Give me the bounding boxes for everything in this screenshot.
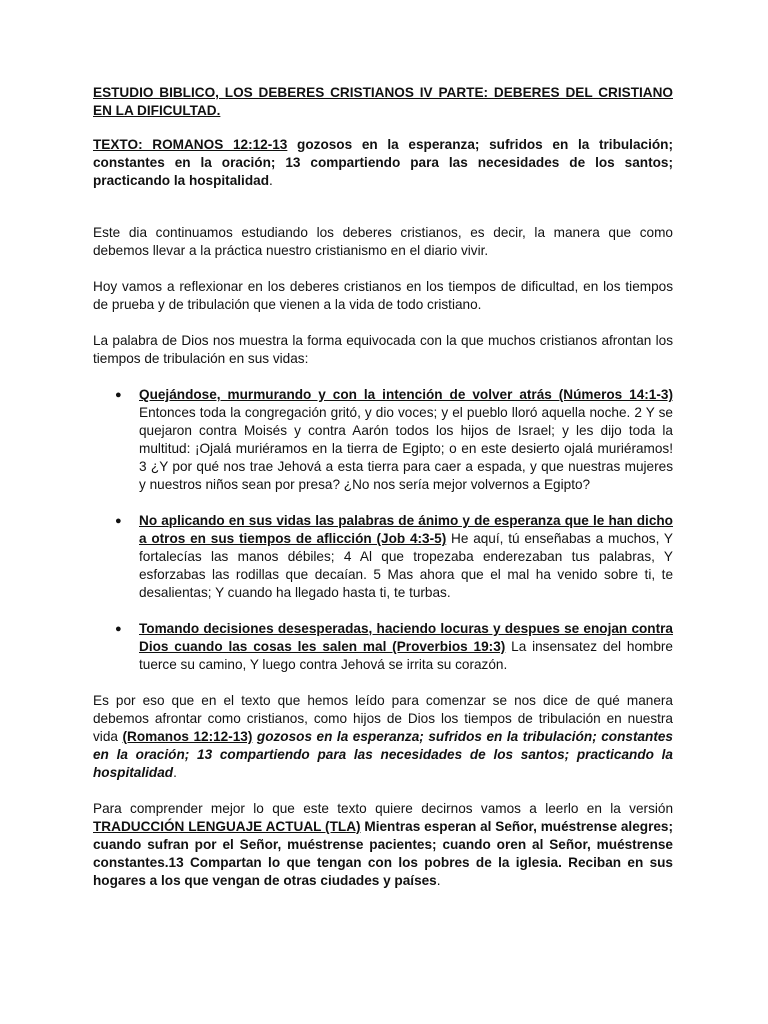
list-item-text: La insensatez del hombre tuerce su camino, Y luego contra Jehová se irrita su corazón. (139, 639, 673, 672)
list-item-heading: Tomando decisiones desesperadas, haciendo locuras y despues se enojan contra Dios cuando las cosas les salen mal (Proverbios 19:3) (139, 621, 673, 654)
list-item-text: He aquí, tú enseñabas a muchos, Y fortalecías las manos débiles; 4 Al que tropezaba enderezaban tus palabras, Y esforzabas las rodillas que decaían. 5 Mas ahora que el mal ha venido sobre ti, te desalientas; Y cuando ha llegado hasta ti, te turbas. (139, 531, 673, 600)
wrong-ways-paragraph: La palabra de Dios nos muestra la forma equivocada con la que muchos cristianos afrontan los tiempos de tribulación en sus vidas: (93, 333, 673, 366)
correct-way-quote: gozosos en la esperanza; sufridos en la tribulación; constantes en la oración; 13 compartiendo para las necesidades de los santos; practicando la hospitalidad (93, 729, 673, 780)
correct-way-intro: Es por eso que en el texto que hemos leído para comenzar se nos dice de qué manera debemos afrontar como cristianos, como hijos de Dios los tiempos de tribulación en nuestra vida (93, 693, 673, 744)
bullet-dot-icon: ● (115, 623, 122, 635)
tla-version: TRADUCCIÓN LENGUAJE ACTUAL (TLA) (93, 819, 361, 834)
tla-intro: Para comprender mejor lo que este texto quiere decirnos vamos a leerlo en la versión (93, 801, 673, 816)
tla-end: . (436, 873, 441, 888)
document-page (93, 84, 673, 908)
list-item-heading: No aplicando en sus vidas las palabras de ánimo y de esperanza que le han dicho a otros en sus tiempos de aflicción (Job 4:3-5) (139, 513, 673, 546)
list-item (93, 620, 673, 674)
tla-quote: Mientras esperan al Señor, muéstrense alegres; cuando sufran por el Señor, muéstrense pacientes; cuando oren al Señor, muéstrense constantes.13 Compartan lo que tengan con los pobres de la iglesia. Reciban en sus hogares a los que vengan de otras ciudades y países (93, 819, 674, 888)
bullet-dot-icon: ● (115, 389, 122, 401)
intro-paragraph: Este dia continuamos estudiando los deberes cristianos, es decir, la manera que como debemos llevar a la práctica nuestro cristianismo en el diario vivir. (93, 225, 673, 258)
list-item-text: Entonces toda la congregación gritó, y dio voces; y el pueblo lloró aquella noche. 2 Y se quejaron contra Moisés y contra Aarón todos los hijos de Israel; y les dijo toda la multitud: ¡Ojalá muriéramos en la tierra de Egipto; o en este desierto ojalá muriéramos! 3 ¿Y por qué nos trae Jehová a esta tierra para caer a espada, y que nuestras mujeres y nuestros niños sean por presa? ¿No nos sería mejor volvernos a Egipto? (139, 405, 673, 492)
bullet-dot-icon: ● (115, 515, 122, 527)
correct-way-reference: (Romanos 12:12-13) (122, 729, 253, 744)
correct-way-end: . (173, 765, 177, 780)
document-title: ESTUDIO BIBLICO, LOS DEBERES CRISTIANOS IV PARTE: DEBERES DEL CRISTIANO EN LA DIFICULTAD. (93, 85, 673, 118)
key-text-paragraph (93, 136, 673, 190)
list-item (93, 386, 673, 494)
wrong-ways-list (93, 386, 673, 674)
list-item (93, 512, 673, 602)
key-text-end: . (269, 173, 273, 188)
reflection-paragraph: Hoy vamos a reflexionar en los deberes cristianos en los tiempos de dificultad, en los tiempos de prueba y de tribulación que vienen a la vida de todo cristiano. (93, 279, 673, 312)
tla-paragraph (93, 800, 673, 890)
list-item-heading: Quejándose, murmurando y con la intención de volver atrás (Números 14:1-3) (139, 387, 673, 402)
correct-way-paragraph (93, 692, 673, 782)
key-text-verse: gozosos en la esperanza; sufridos en la tribulación; constantes en la oración; 13 compartiendo para las necesidades de los santos; practicando la hospitalidad (93, 137, 673, 188)
key-text-reference: TEXTO: ROMANOS 12:12-13 (93, 137, 288, 152)
